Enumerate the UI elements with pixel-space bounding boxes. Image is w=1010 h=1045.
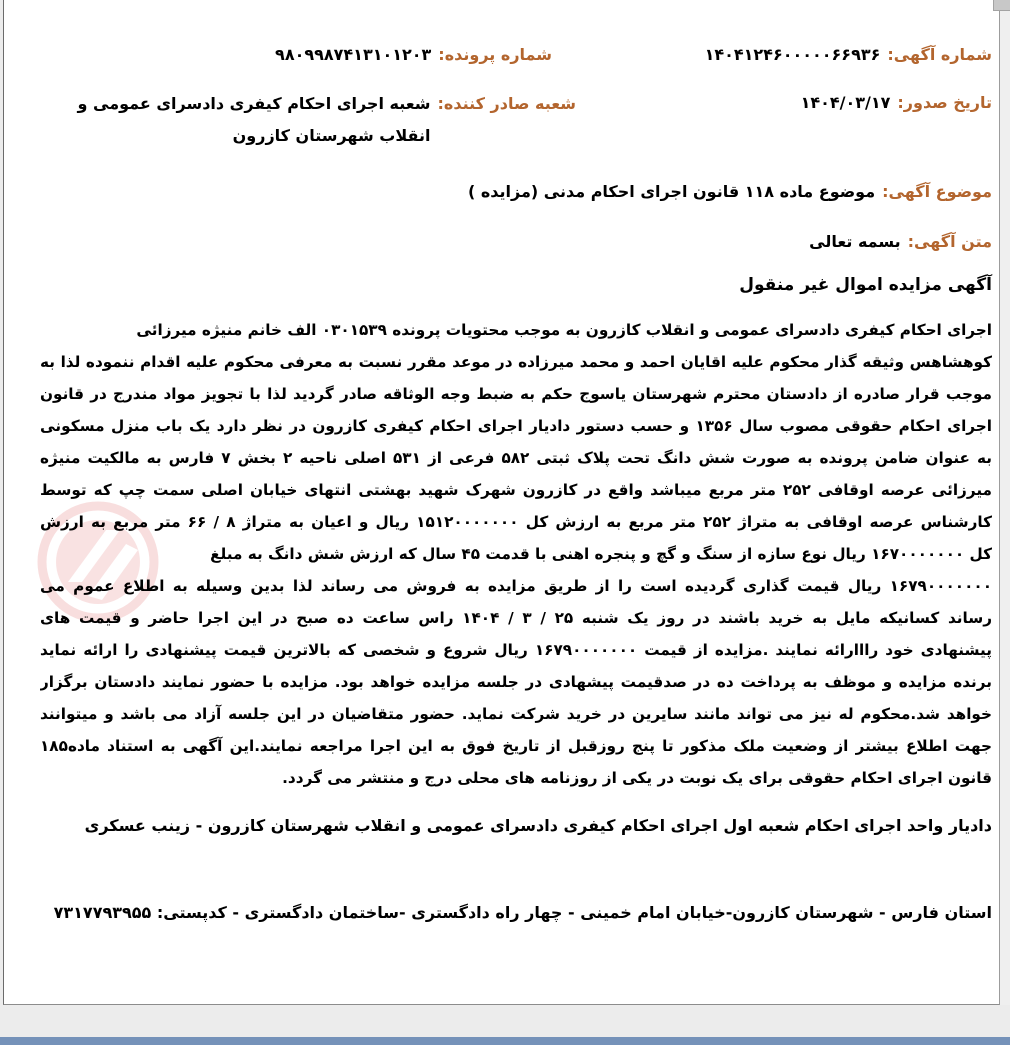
issue-date-value: ۱۴۰۴/۰۳/۱۷ [800,93,891,112]
issuing-branch-label: شعبه صادر کننده: [437,94,576,113]
issuing-branch-value: شعبه اجرای احکام کیفری دادسرای عمومی و انقلاب شهرستان کازرون [77,94,431,145]
body-line: موجب قرار صادره از دادستان محترم شهرستان یاسوج حکم به ضبط وجه الوثاقه صادر گردید لذا با تجویز مواد مندرج در قانون [40,385,992,403]
body-line: رساند کسانیکه مایل به خرید باشند در روز یک شنبه ۲۵ / ۳ / ۱۴۰۴ راس ساعت ده صبح در این اجرا حاضر و قیمت های [40,609,992,627]
notice-body [40,314,992,794]
subject-label: موضوع آگهی: [882,182,992,201]
notice-heading: آگهی مزایده اموال غیر منقول [739,275,992,295]
body-line: به عنوان ضامن پرونده به صورت شش دانگ تحت پلاک ثبتی ۵۸۲ فرعی از ۵۳۱ اصلی ناحیه ۲ بخش ۷ فارس به مالکیت منیژه [40,449,992,467]
body-line: اجرای احکام حقوقی مصوب سال ۱۳۵۶ و حسب دستور دادیار اجرای احکام کیفری کازرون در نظر دارد یک باب منزل مسکونی [40,417,992,435]
notice-text-field [809,226,992,258]
subject-value: موضوع ماده ۱۱۸ قانون اجرای احکام مدنی (مزایده ) [467,182,876,201]
notice-number-field [705,39,992,71]
address-line: استان فارس - شهرستان کازرون-خیابان امام خمینی - چهار راه دادگستری -ساختمان دادگستری - کدپستی: ۷۳۱۷۷۹۳۹۵۵ [53,903,992,922]
issue-date-label: تاریخ صدور: [897,93,992,112]
case-number-field [275,39,552,71]
case-number-value: ۹۸۰۹۹۸۷۴۱۳۱۰۱۲۰۳ [275,45,432,64]
body-line: کارشناس عرصه اوقافی به متراژ ۲۵۲ متر مربع به ارزش کل ۱۵۱۲۰۰۰۰۰۰۰ ریال و اعیان به متراژ ۸ / ۶۶ متر مربع به ارزش [40,513,992,531]
case-number-label: شماره پرونده: [438,45,552,64]
body-line: کوهشاهس وثیقه گذار محکوم علیه اقایان احمد و محمد میرزاده در موعد مقرر نسبت به معرفی محکوم علیه اقدام ننموده لذا به [40,353,992,371]
notice-number-label: شماره آگهی: [887,45,992,64]
body-line: خواهد شد.محکوم له نیز می تواند مانند سایرین در خرید شرکت نماید. حضور متقاضیان در این جلسه آزاد می باشد و میتوانند [40,705,992,723]
body-line: جهت اطلاع بیشتر از وضعیت ملک مذکور تا پنج روزقبل از تاریخ فوق به این اجرا مراجعه نمایند.این آگهی به استناد ماده۱۸۵ [40,737,992,755]
taskbar-strip [0,1037,1010,1045]
issue-date-field [801,87,992,119]
body-line: میرزائی عرصه اوقافی ۲۵۲ متر مربع میباشد واقع در کازرون شهرک شهید بهشتی انتهای خیابان اصلی سمت چپ که توسط [40,481,992,499]
body-line: پیشنهادی خود رااارائه نمایند .مزایده از قیمت ۱۶۷۹۰۰۰۰۰۰۰ ریال شروع و شخصی که بالاترین قیمت پیشنهادی را ارائه نماید [40,641,992,659]
notice-text-label: متن آگهی: [907,232,992,251]
body-line: کل ۱۶۷۰۰۰۰۰۰۰ ریال نوع سازه از سنگ و گچ و پنجره اهنی با قدمت ۴۵ سال که ارزش شش دانگ به مبلغ [210,545,992,563]
body-line: قانون اجرای احکام حقوقی برای یک نوبت در یکی از روزنامه های محلی درج و منتشر می گردد. [282,769,992,787]
body-line: ۱۶۷۹۰۰۰۰۰۰۰ ریال قیمت گذاری گردیده است را از طریق مزایده به فروش می رساند لذا بدین وسیله به اطلاع عموم می [40,577,992,595]
issuing-branch-field [24,88,576,152]
body-line: برنده مزایده و موظف به پرداخت ده در صدقیمت پیشهادی در جلسه مزایده خواهد بود. مزایده با حضور نمایند دادستان برگزار [40,673,992,691]
signature-line: دادیار واحد اجرای احکام شعبه اول اجرای احکام کیفری دادسرای عمومی و انقلاب شهرستان کازرون - زینب عسکری [84,816,992,835]
notice-text-value: بسمه تعالی [809,232,901,251]
subject-field [468,176,992,208]
window-bottom-bar [0,1006,1010,1037]
notice-number-value: ۱۴۰۴۱۲۴۶۰۰۰۰۰۶۶۹۳۶ [704,45,881,64]
body-line: اجرای احکام کیفری دادسرای عمومی و انقلاب کازرون به موجب محتویات پرونده ۰۳۰۱۵۳۹ الف خانم منیژه میرزائی [136,321,992,339]
